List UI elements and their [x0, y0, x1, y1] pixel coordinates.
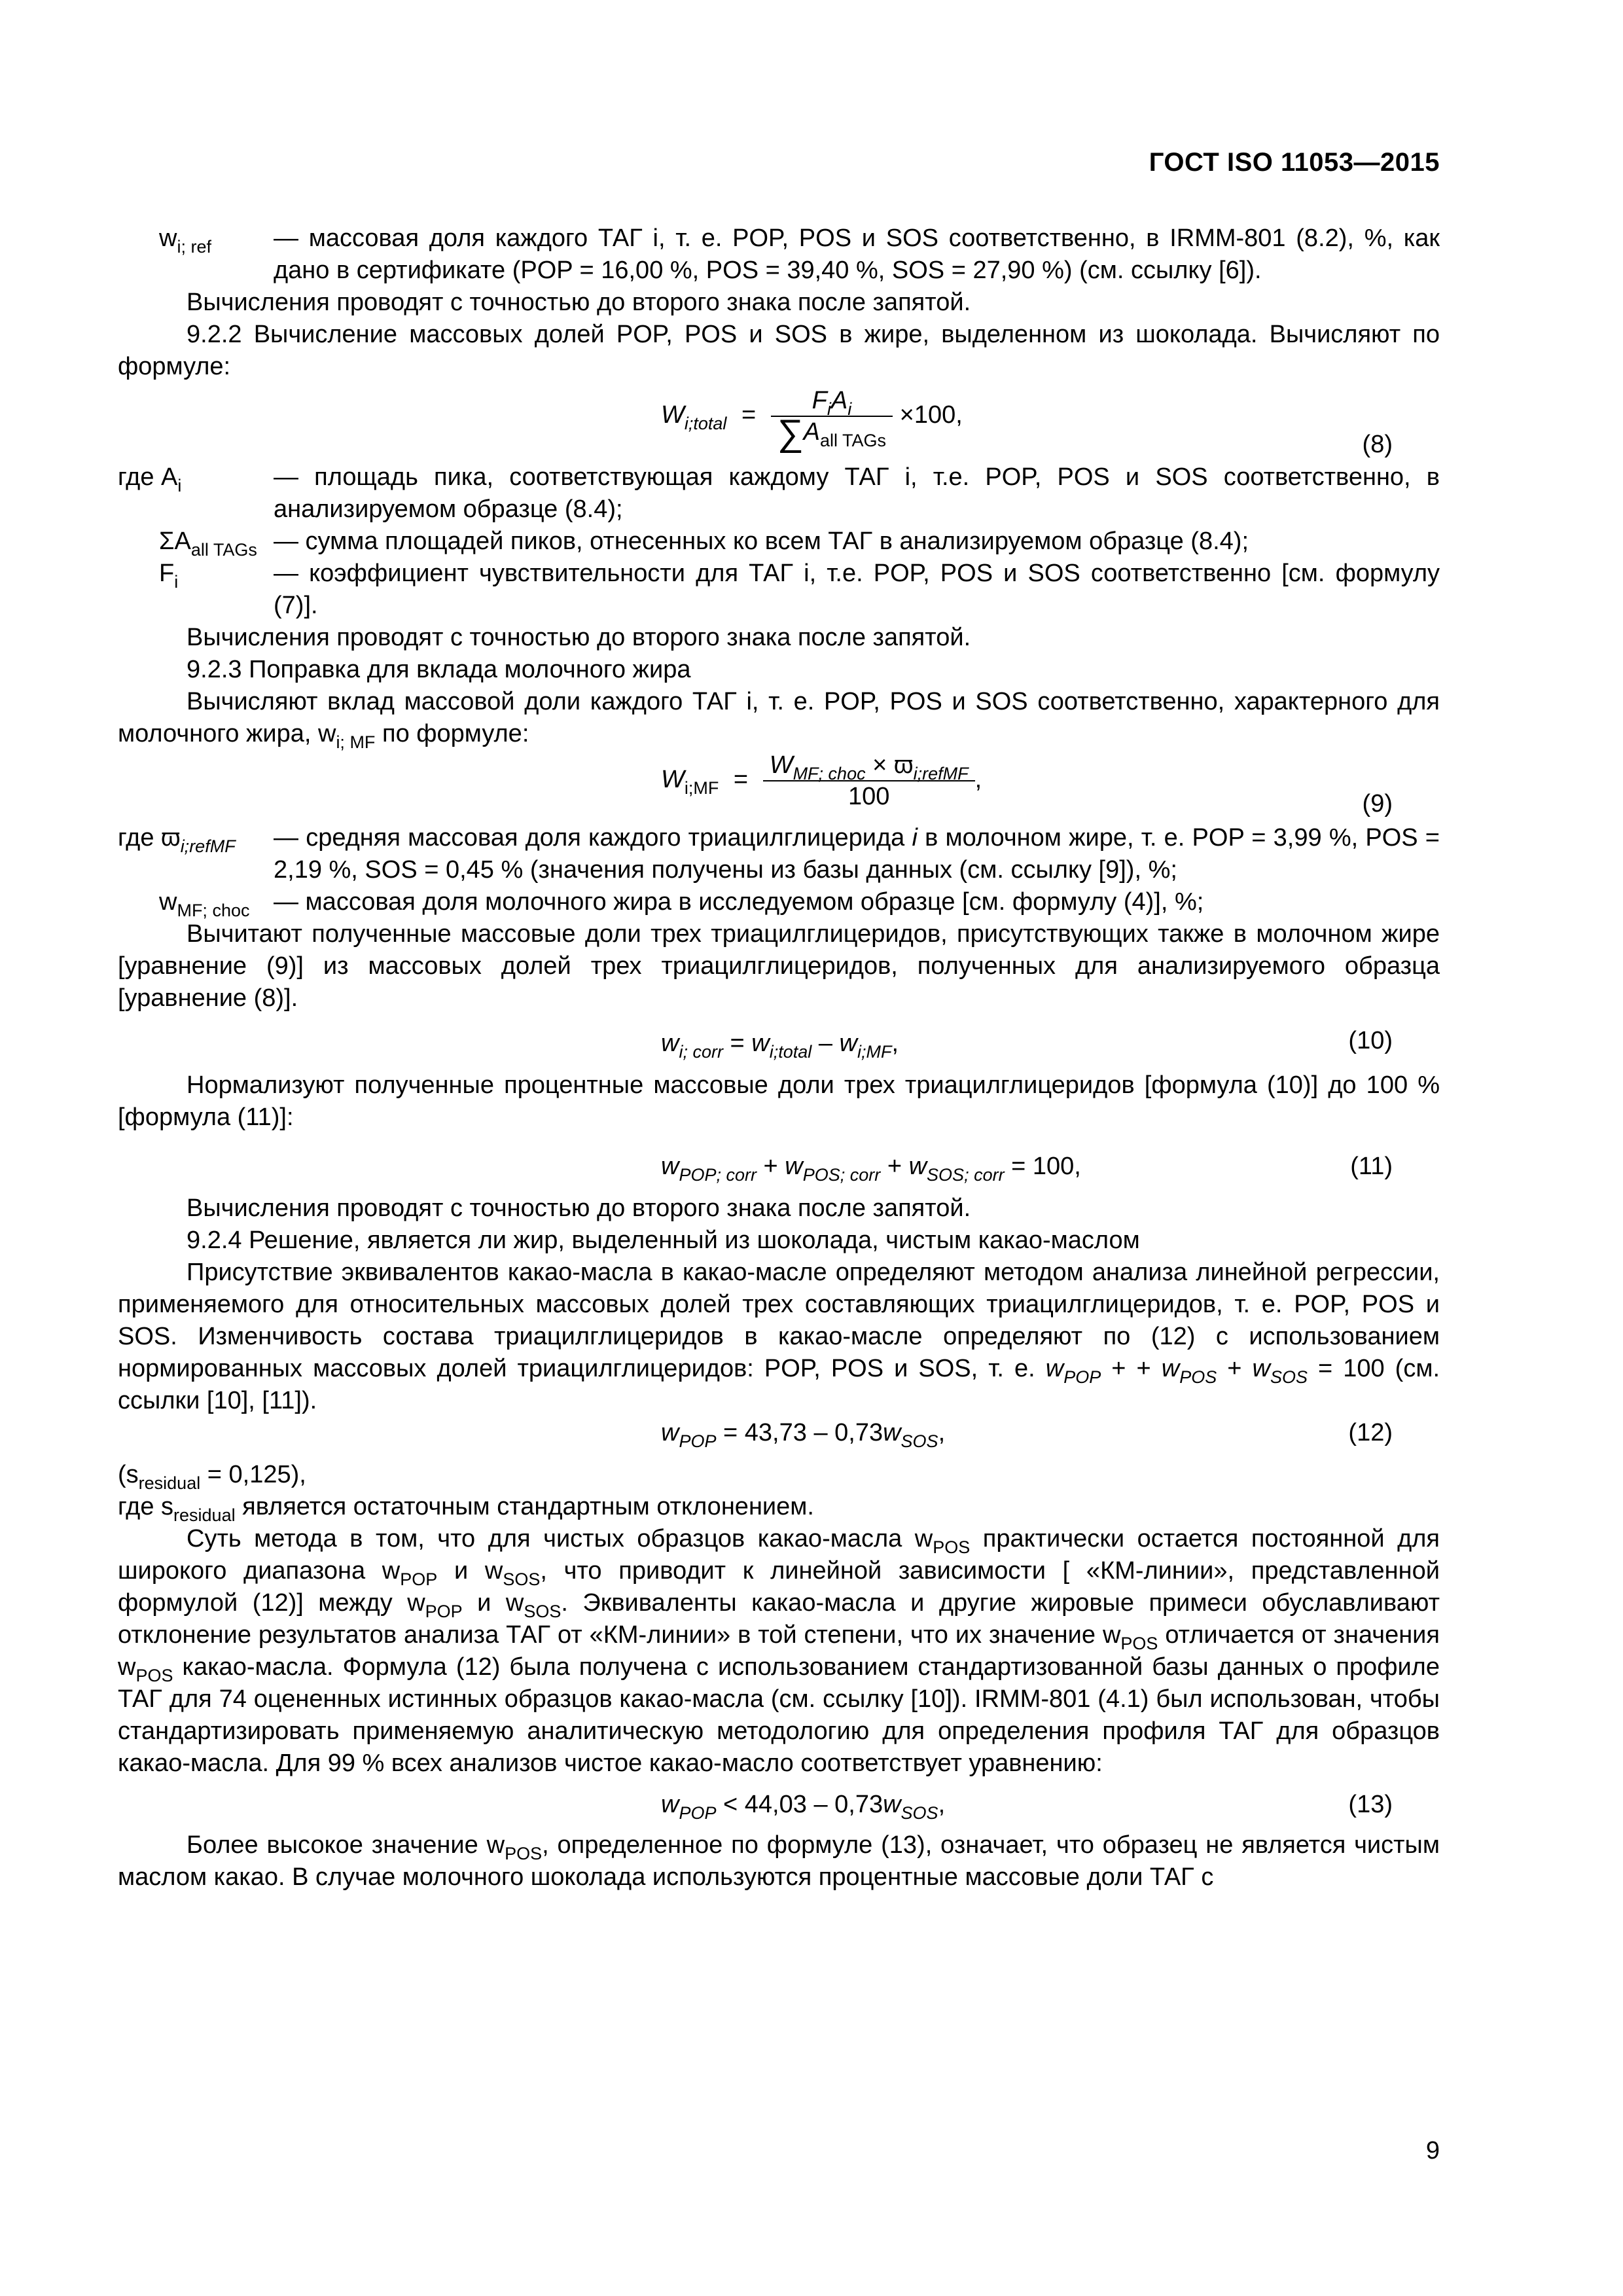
paragraph: Вычитают полученные массовые доли трех триацилглицеридов, присутствующих также в молочном жире [уравнение (9)] из массовых долей трех триацилглицеридов, полученных для анализируемого образца [уравнение (8)]. [118, 920, 1440, 1012]
equation-12 [118, 1417, 1440, 1454]
page-number: 9 [1425, 2137, 1440, 2164]
fraction: $\frac{F_iA_i}{\sum A_{all TAGs}}$ [771, 386, 893, 447]
definition-text: — сумма площадей пиков, отнесенных ко всем ТАГ в анализируемом образце (8.4); [274, 528, 1249, 555]
equation-9 [118, 750, 1440, 819]
paragraph: Более высокое значение $w_{POS}$, определенное по формуле (13), означает, что образец не является чистым маслом какао. В случае молочного шоколада используются процентные массовые доли ТАГ с [118, 1831, 1440, 1891]
definition-text: — средняя массовая доля каждого триацилглицерида i в молочном жире, т. е. POP = 3,99 %, POS = 2,19 %, SOS = 0,45 % (значения получены из базы данных (см. ссылку [9]), %; [274, 824, 1440, 884]
formula: $w_{POP; corr} + w_{POS; corr} + w_{SOS; corr} = 100$, [661, 1153, 1081, 1185]
paragraph: где $s_{residual}$ является остаточным стандартным отклонением. [118, 1493, 814, 1525]
equation-number: (13) [1348, 1791, 1393, 1818]
equation-number: (9) [1362, 790, 1393, 817]
equation-11 [118, 1134, 1440, 1193]
formula: $w_{POP} < 44,03 - 0,73w_{SOS}$, [661, 1791, 946, 1823]
definition-text: — площадь пика, соответствующая каждому ТАГ i, т.е. POP, POS и SOS соответственно, в анализируемом образце (8.4); [274, 463, 1440, 523]
document-body [118, 223, 1440, 1893]
paragraph: Вычисления проводят с точностью до второго знака после запятой. [187, 624, 971, 651]
definition-term: $\Sigma A_{all TAGs}$ [159, 528, 257, 560]
equation-number: (12) [1348, 1419, 1393, 1446]
fraction: $\frac{W_{MF; choc} \times ϖ_{i;refMF}}{100}$ [763, 750, 975, 812]
paragraph: $(s_{residual} = 0,125)$, [118, 1461, 306, 1493]
section-9-2-4: 9.2.4 Решение, является ли жир, выделенный из шоколада, чистым какао-маслом [187, 1227, 1140, 1254]
definition-area [118, 461, 1440, 526]
section-9-2-2: 9.2.2 Вычисление массовых долей POP, POS и SOS в жире, выделенном из шоколада. Вычисляют по формуле: [118, 321, 1440, 380]
equation-number: (11) [1350, 1153, 1393, 1180]
equation-10 [118, 1018, 1440, 1069]
section-9-2-3: 9.2.3 Поправка для вклада молочного жира [187, 656, 691, 683]
paragraph: Вычисления проводят с точностью до второго знака после запятой. [187, 289, 971, 316]
definition-mf-fraction [118, 822, 1440, 886]
formula: $W_{i;total}$ = $\frac{F_iA_i}{\sum A_{all TAGs}}$ ×100, [661, 387, 963, 453]
definition-term: $F_i$ [159, 560, 179, 592]
equation-number: (10) [1348, 1027, 1393, 1054]
definition-text: — массовая доля каждого ТАГ i, т. е. POP, POS и SOS соответственно, в IRMM-801 (8.2), %, как дано в сертификате (POP = 16,00 %, POS = 39,40 %, SOS = 27,90 %) (см. ссылку [6]). [274, 224, 1440, 284]
paragraph: Вычисления проводят с точностью до второго знака после запятой. [187, 1194, 971, 1222]
formula: $w_{i; corr} = w_{i;total} - w_{i;MF}$, [661, 1030, 899, 1062]
definition-mf-choc [118, 886, 1440, 918]
paragraph: Суть метода в том, что для чистых образцов какао-масла $w_{POS}$ практически остается постоянной для широкого диапазона $w_{POP}$ и $w_{SOS}$, что приводит к линейной зависимости [ «КМ-линии», представленной формулой (12)] между $w_{POP}$ и $w_{SOS}$. Эквиваленты какао-масла и другие жировые примеси обуславливают отклонение результатов анализа ТАГ от «КМ-линии» в той степени, что их значение $w_{POS}$ отличается от значения $w_{POS}$ какао-масла. Формула (12) была получена с использованием стандартизованной базы данных о профиле ТАГ для 74 оцененных истинных образцов какао-масла (см. ссылку [10]). IRMM-801 (4.1) был использован, чтобы стандартизировать применяемую аналитическую методологию для определения профиля ТАГ для образцов какао-масла. Для 99 % всех анализов чистое какао-масло соответствует уравнению: [118, 1525, 1440, 1777]
paragraph: Присутствие эквивалентов какао-масла в какао-масле определяют методом анализа линейной регрессии, применяемого для относительных массовых долей трех составляющих триацилглицеридов, т. е. POP, POS и SOS. Изменчивость состава триацилглицеридов в какао-масле определяют по (12) с использованием нормированных массовых долей триацилглицеридов: POP, POS и SOS, т. е. $w_{POP}$ + + $w_{POS} + w_{SOS} = 100$ (см. ссылки [10], [11]). [118, 1259, 1440, 1414]
definition-text: — массовая доля молочного жира в исследуемом образце [см. формулу (4)], %; [274, 888, 1204, 916]
paragraph: Вычисляют вклад массовой доли каждого ТАГ i, т. е. POP, POS и SOS соответственно, характерного для молочного жира, $w_{i; MF}$ по формуле: [118, 688, 1440, 752]
definition-term: где $A_i$ [118, 463, 182, 495]
definition-factor [118, 558, 1440, 622]
paragraph: Нормализуют полученные процентные массовые доли трех триацилглицеридов [формула (10)] до 100 % [формула (11)]: [118, 1071, 1440, 1131]
equation-number: (8) [1362, 431, 1393, 458]
definition-text: — коэффициент чувствительности для ТАГ i, т.е. POP, POS и SOS соответственно [см. формулу (7)]. [274, 560, 1440, 619]
definition-sum-area [118, 526, 1440, 558]
equation-13 [118, 1782, 1440, 1829]
formula: $W_{i;MF}$ = $\frac{W_{MF; choc} \times ϖ_{i;refMF}}{100}$ , [661, 751, 982, 810]
definition-term: $w_{MF; choc}$ [159, 888, 250, 920]
definition-w-ref [118, 223, 1440, 287]
equation-8 [118, 383, 1440, 461]
document-header: ГОСТ ISO 11053—2015 [1149, 148, 1440, 177]
definition-term: где $ϖ_{i;refMF}$ [118, 824, 236, 856]
definition-term: $w_{i; ref}$ [159, 224, 211, 257]
formula: $w_{POP} = 43,73 - 0,73w_{SOS}$, [661, 1419, 946, 1451]
